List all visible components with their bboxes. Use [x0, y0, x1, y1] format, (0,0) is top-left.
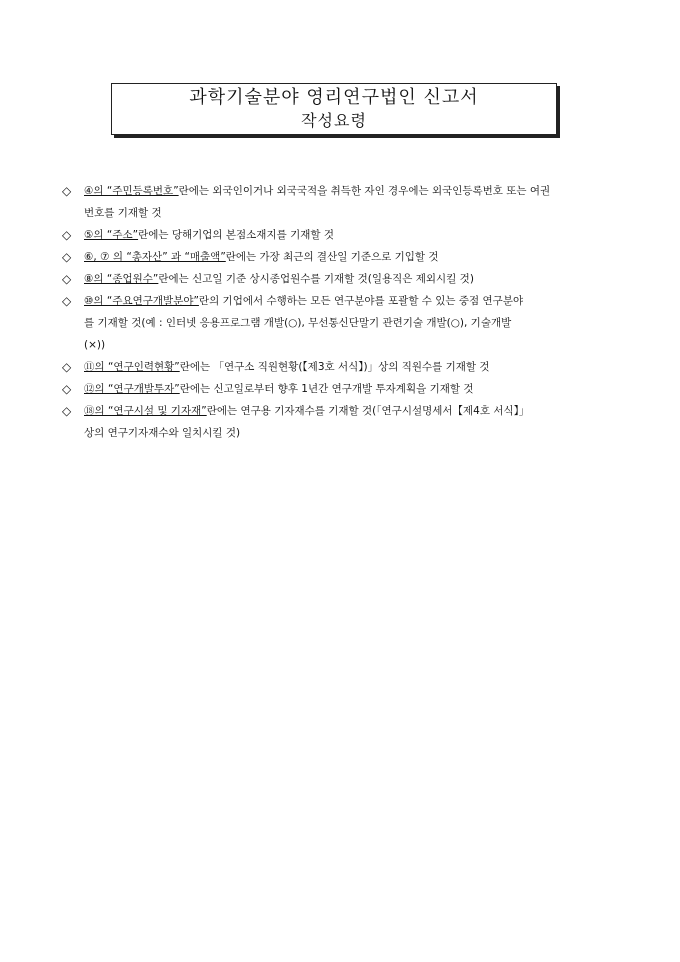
field-reference: ⑪의 “연구인력현황”	[84, 361, 180, 373]
diamond-bullet-icon: ◇	[62, 360, 72, 374]
item-continuation: 번호를 기재할 것	[84, 207, 162, 219]
instruction-list	[62, 180, 622, 444]
diamond-bullet-icon: ◇	[62, 382, 72, 396]
item-continuation: 를 기재할 것(예 : 인터넷 응용프로그램 개발(○), 무선통신단말기 관련기술 개발(○), 기술개발	[84, 317, 512, 329]
field-reference: ④의 “주민등록번호”	[84, 185, 179, 197]
item-text: 란에는 신고일로부터 향후 1년간 연구개발 투자계획을 기재할 것	[179, 383, 474, 395]
list-item	[62, 356, 622, 378]
field-reference: ⑧의 “종업원수”	[84, 273, 159, 285]
item-text: 란에는 「연구소 직원현황(【제3호 서식】)」상의 직원수를 기재할 것	[179, 361, 490, 373]
diamond-bullet-icon: ◇	[62, 250, 72, 264]
list-item	[62, 378, 622, 400]
item-text: 란에는 연구용 기자재수를 기재할 것(「연구시설명세서【제4호 서식】」	[206, 405, 530, 417]
document-title: 과학기술분야 영리연구법인 신고서	[189, 87, 479, 108]
diamond-bullet-icon: ◇	[62, 404, 72, 418]
item-text: 란의 기업에서 수행하는 모든 연구분야를 포괄할 수 있는 중점 연구분야	[198, 295, 524, 307]
title-box	[111, 83, 557, 135]
list-item	[62, 224, 622, 246]
item-text: 란에는 신고일 기준 상시종업원수를 기재할 것(일용직은 제외시킬 것)	[158, 273, 474, 285]
list-item	[62, 400, 622, 444]
diamond-bullet-icon: ◇	[62, 294, 72, 308]
item-text: 란에는 가장 최근의 결산일 기준으로 기입할 것	[225, 251, 439, 263]
field-reference: ⑩의 “주요연구개발분야”	[84, 295, 199, 307]
field-reference: ⑱의 “연구시설 및 기자재”	[84, 405, 207, 417]
list-item	[62, 246, 622, 268]
item-continuation: (×))	[84, 339, 106, 351]
list-item	[62, 268, 622, 290]
list-item	[62, 180, 622, 224]
field-reference: ⑫의 “연구개발투자”	[84, 383, 180, 395]
item-text: 란에는 당해기업의 본점소재지를 기재할 것	[138, 229, 334, 241]
diamond-bullet-icon: ◇	[62, 272, 72, 286]
list-item	[62, 290, 622, 356]
document-subtitle: 작성요령	[301, 111, 367, 130]
field-reference: ⑤의 “주소”	[84, 229, 139, 241]
item-text: 란에는 외국인이거나 외국국적을 취득한 자인 경우에는 외국인등록번호 또는 여권	[178, 185, 551, 197]
diamond-bullet-icon: ◇	[62, 228, 72, 242]
diamond-bullet-icon: ◇	[62, 184, 72, 198]
item-continuation: 상의 연구기자재수와 일치시킬 것)	[84, 427, 241, 439]
field-reference: ⑥, ⑦ 의 “총자산” 과 “매출액”	[84, 251, 226, 263]
